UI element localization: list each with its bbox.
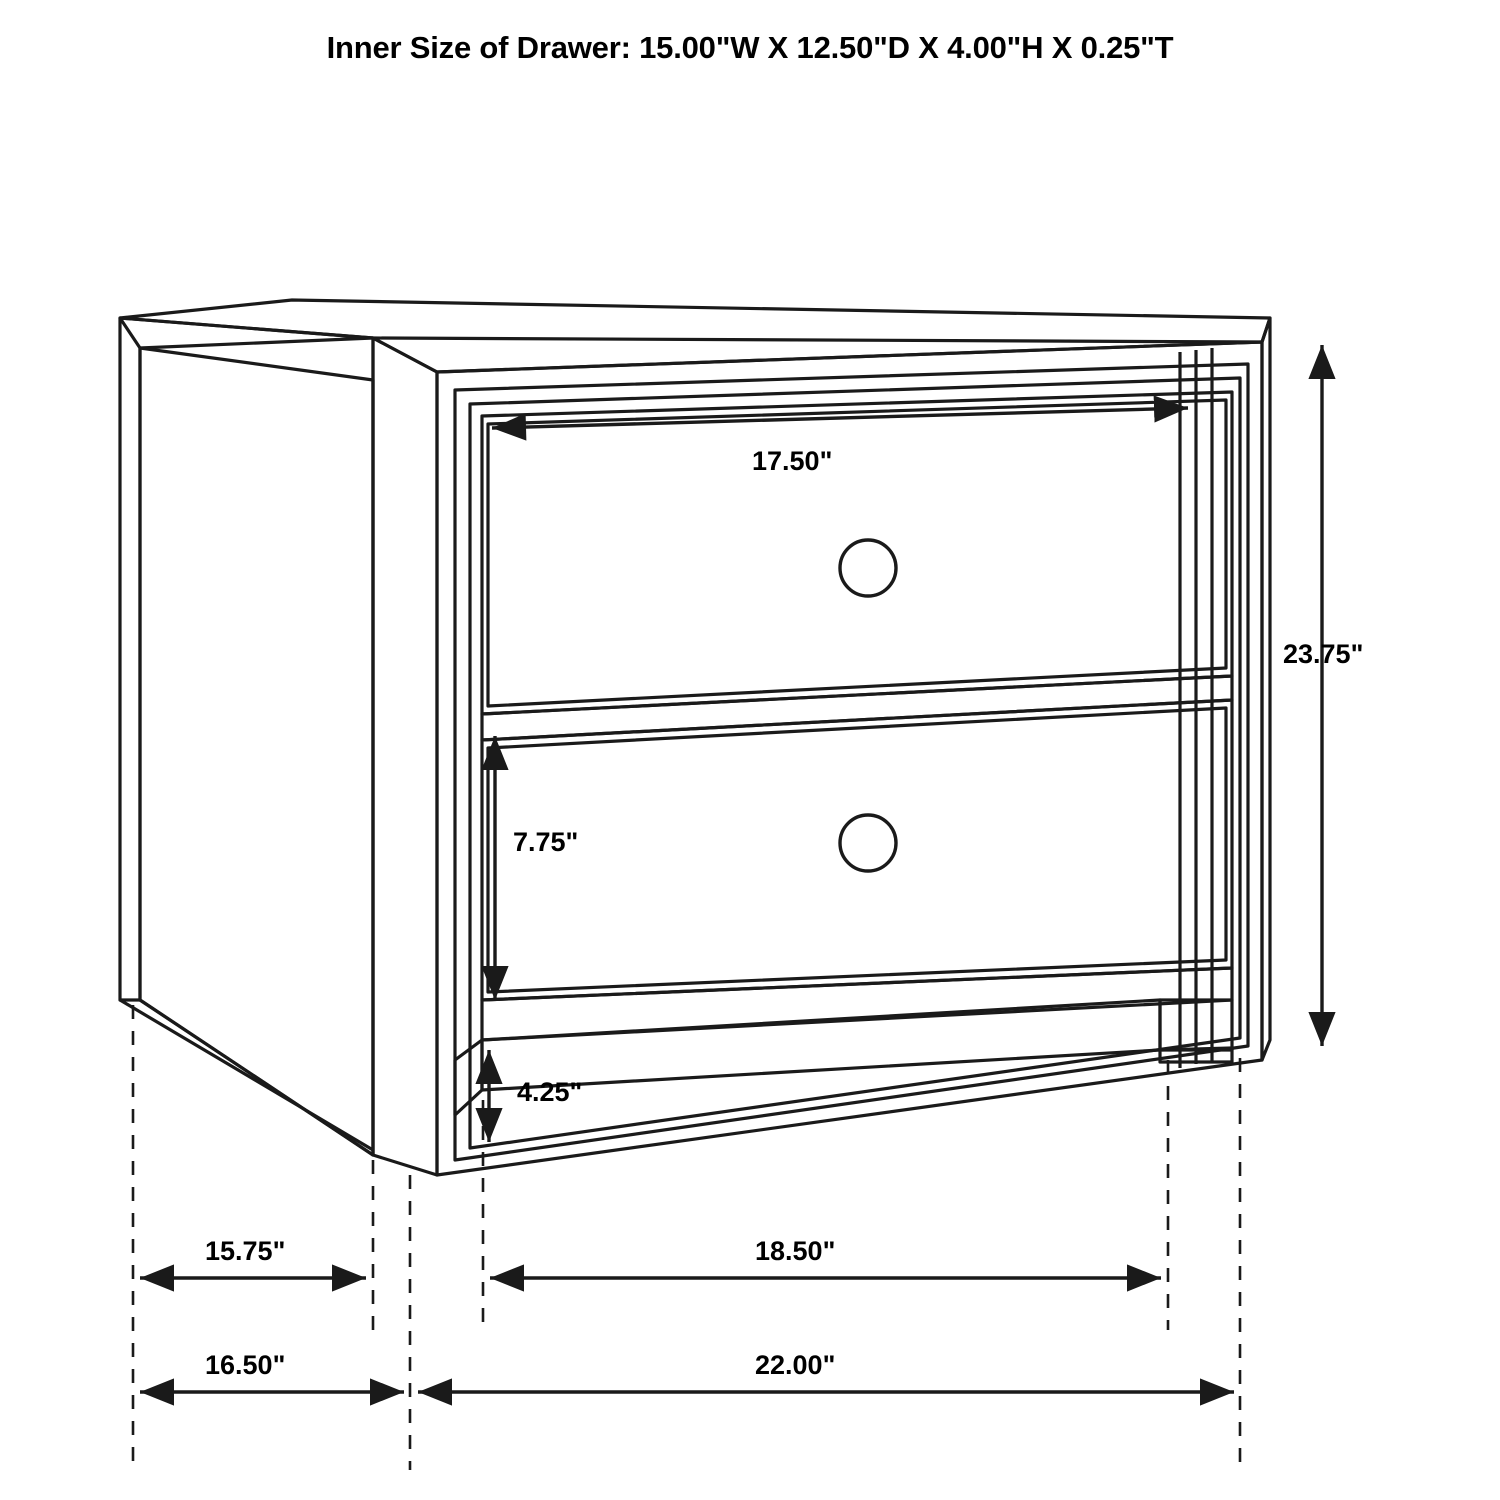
dimension-label-base-clearance: 4.25"	[517, 1077, 583, 1107]
dimension-label-front-total-width: 22.00"	[755, 1350, 836, 1380]
dimension-label-side-inner-depth: 15.75"	[205, 1236, 286, 1266]
extension-lines	[133, 1005, 1240, 1470]
dimension-label-total-height: 23.75"	[1283, 639, 1364, 669]
dimension-label-drawer-front-width: 17.50"	[752, 446, 833, 476]
dimension-label-side-total-depth: 16.50"	[205, 1350, 286, 1380]
cabinet-body	[120, 300, 1270, 1175]
dimension-label-lower-drawer-height: 7.75"	[513, 827, 579, 857]
dimension-arrows	[140, 345, 1322, 1392]
page-title: Inner Size of Drawer: 15.00"W X 12.50"D X 4.00"H X 0.25"T	[326, 30, 1174, 65]
dimension-label-front-inner-width: 18.50"	[755, 1236, 836, 1266]
